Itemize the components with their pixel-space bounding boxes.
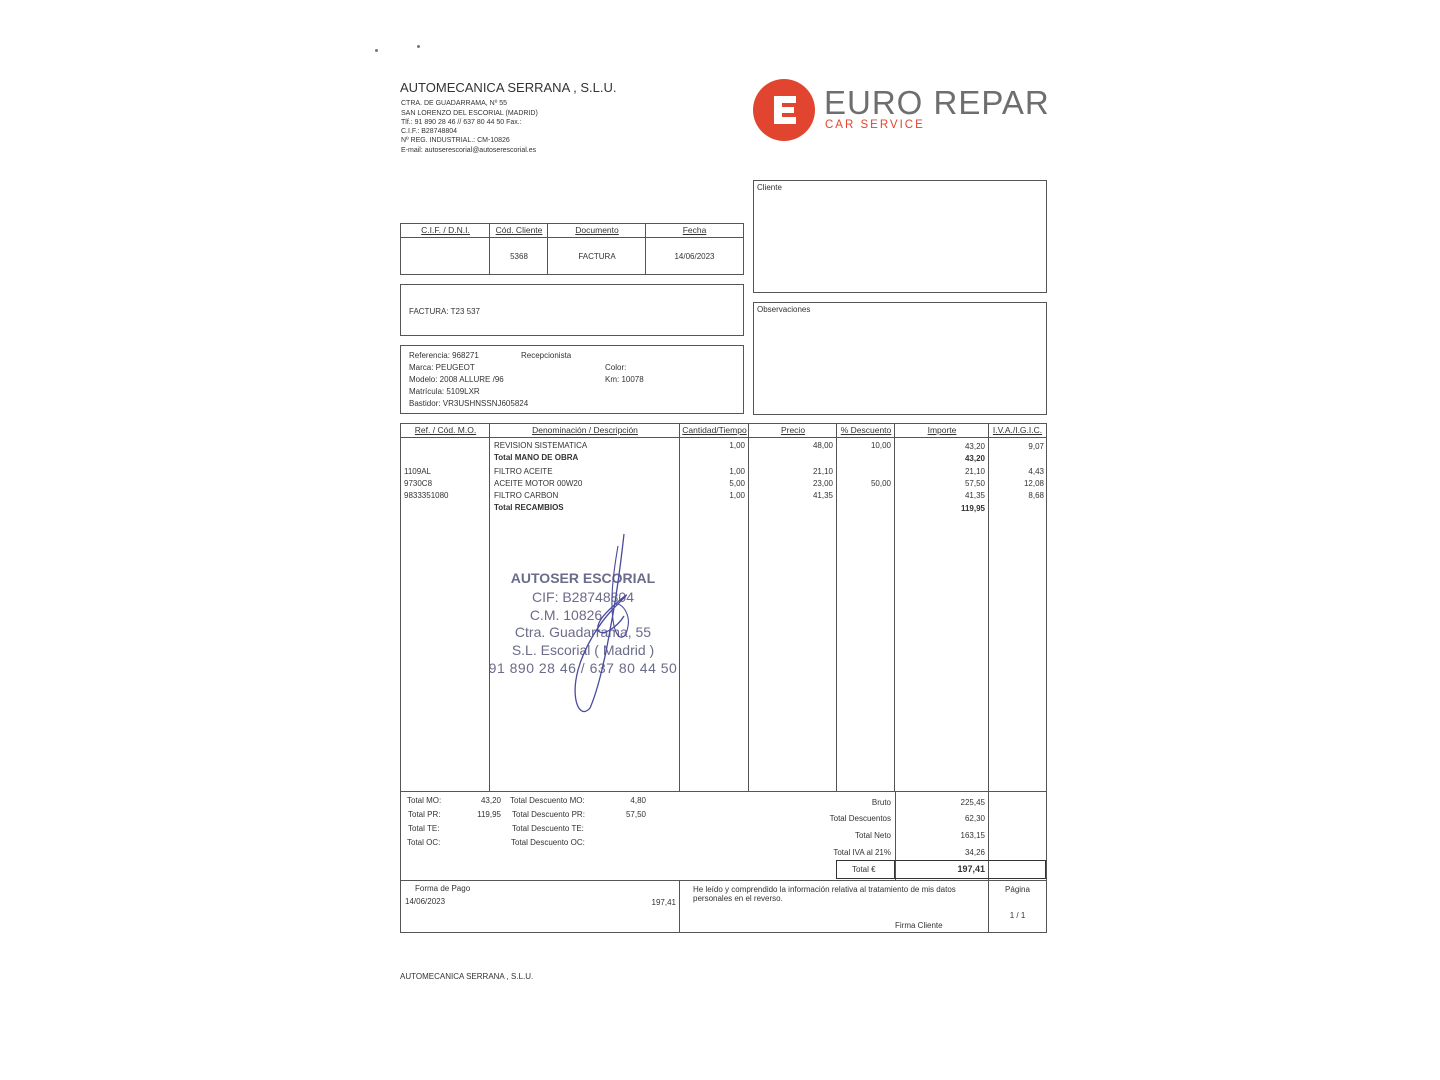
payment-section: [400, 880, 1047, 933]
total-mo-label: Total MO:: [407, 796, 442, 805]
payment-method-label: Forma de Pago: [415, 884, 471, 893]
vat-total-value: 34,26: [964, 848, 985, 857]
client-code-value: 5368: [510, 252, 528, 261]
discount-oc-label: Total Descuento OC:: [511, 838, 585, 847]
vehicle-plate: Matrícula: 5109LXR: [409, 387, 480, 396]
document-header-table: [400, 223, 744, 275]
discount-pr-label: Total Descuento PR:: [512, 810, 585, 819]
total-discounts-label: Total Descuentos: [829, 814, 891, 823]
gross-value: 225,45: [960, 798, 985, 807]
company-address-line: CTRA. DE GUADARRAMA, Nº 55: [401, 100, 508, 107]
stamp-line: AUTOSER ESCORIAL: [510, 570, 656, 586]
invoice-number: FACTURA: T23 537: [409, 307, 480, 316]
row-discount: 10,00: [870, 441, 891, 450]
row-amount: 43,20: [964, 454, 985, 463]
row-quantity: 1,00: [729, 491, 745, 500]
row-description: ACEITE MOTOR 00W20: [494, 479, 583, 488]
row-amount: 21,10: [964, 467, 985, 476]
privacy-notice: He leído y comprendido la información relativa al tratamiento de mis datos personales en el reverso.: [693, 885, 956, 903]
logo-emblem-icon: [752, 78, 816, 142]
client-signature-label: Firma Cliente: [895, 921, 943, 930]
handwritten-signature-icon: [540, 530, 670, 720]
stamp-line: C.M. 10826: [529, 607, 603, 623]
vehicle-color: Color:: [605, 363, 627, 372]
stamp-line: Ctra. Guadarrama, 55: [514, 624, 652, 640]
ref-column-header: Ref. / Cód. M.O.: [414, 425, 477, 435]
net-total-value: 163,15: [960, 831, 985, 840]
row-vat: 9,07: [1028, 442, 1044, 451]
stamp-line: S.L. Escorial ( Madrid ): [511, 642, 655, 658]
stamp-line: 91 890 28 46 / 637 80 44 50: [488, 660, 678, 676]
description-column-header: Denominación / Descripción: [532, 425, 638, 435]
discount-column-header: % Descuento: [840, 425, 892, 435]
date-header: Fecha: [682, 225, 707, 235]
row-vat: 4,43: [1028, 467, 1044, 476]
discount-mo-label: Total Descuento MO:: [510, 796, 585, 805]
vehicle-km: Km: 10078: [605, 375, 644, 384]
vat-column-header: I.V.A./I.G.I.C.: [992, 425, 1043, 435]
row-quantity: 1,00: [729, 441, 745, 450]
total-oc-label: Total OC:: [407, 838, 441, 847]
row-amount: 119,95: [960, 504, 985, 513]
row-ref: 1109AL: [404, 467, 431, 476]
vehicle-brand: Marca: PEUGEOT: [409, 363, 475, 372]
company-address-line: SAN LORENZO DEL ESCORIAL (MADRID): [401, 110, 538, 117]
date-value: 14/06/2023: [674, 252, 715, 261]
discount-te-label: Total Descuento TE:: [512, 824, 584, 833]
row-ref: 9730C8: [404, 479, 433, 488]
vat-total-label: Total IVA al 21%: [833, 848, 891, 857]
client-code-header: Cód. Cliente: [495, 225, 543, 235]
row-vat: 12,08: [1023, 479, 1044, 488]
page-number: 1 / 1: [1009, 911, 1026, 920]
client-label: Cliente: [757, 183, 782, 192]
row-quantity: 5,00: [729, 479, 745, 488]
row-amount: 41,35: [964, 491, 985, 500]
row-vat: 8,68: [1028, 491, 1044, 500]
total-pr-label: Total PR:: [408, 810, 441, 819]
company-registry: Nº REG. INDUSTRIAL.: CM-10826: [401, 137, 510, 144]
grand-total-box: [836, 860, 1046, 879]
row-price: 23,00: [812, 479, 833, 488]
row-ref: 9833351080: [404, 491, 449, 500]
row-description: Total MANO DE OBRA: [494, 453, 579, 462]
row-description: FILTRO ACEITE: [494, 467, 553, 476]
company-phone: Tlf.: 91 890 28 46 // 637 80 44 50 Fax.:: [401, 119, 522, 126]
discount-mo-value: 4,80: [630, 796, 646, 805]
discount-pr-value: 57,50: [625, 810, 646, 819]
logo-sub-text: CAR SERVICE: [825, 119, 925, 131]
grand-total-value: 197,41: [957, 864, 985, 874]
document-header: Documento: [575, 225, 619, 235]
vehicle-vin: Bastidor: VR3USHNSSNJ605824: [409, 399, 529, 408]
stamp-line: CIF: B28748804: [532, 589, 634, 605]
row-amount: 43,20: [964, 442, 985, 451]
observations-box: [753, 302, 1047, 415]
net-total-label: Total Neto: [854, 831, 891, 840]
row-description: FILTRO CARBON: [494, 491, 559, 500]
row-price: 41,35: [812, 491, 833, 500]
quantity-column-header: Cantidad/Tiempo: [682, 425, 747, 435]
company-cif: C.I.F.: B28748804: [401, 128, 458, 135]
total-discounts-value: 62,30: [964, 814, 985, 823]
receptionist-label: Recepcionista: [521, 351, 572, 360]
row-quantity: 1,00: [729, 467, 745, 476]
vehicle-box: [400, 345, 744, 414]
scan-speck: [417, 45, 420, 48]
total-pr-value: 119,95: [477, 810, 501, 819]
client-box: [753, 180, 1047, 293]
total-mo-value: 43,20: [480, 796, 501, 805]
total-te-label: Total TE:: [408, 824, 440, 833]
payment-amount: 197,41: [651, 898, 676, 907]
observations-label: Observaciones: [757, 305, 811, 314]
row-description: Total RECAMBIOS: [494, 503, 564, 512]
vehicle-model: Modelo: 2008 ALLURE /96: [409, 375, 504, 384]
gross-label: Bruto: [871, 798, 891, 807]
scan-speck: [375, 49, 378, 52]
totals-section: [400, 791, 1047, 881]
row-description: REVISION SISTEMATICA: [494, 441, 588, 450]
row-price: 21,10: [812, 467, 833, 476]
document-type-value: FACTURA: [578, 252, 616, 261]
company-email: E-mail: autoserescorial@autoserescorial.es: [401, 147, 537, 154]
row-discount: 50,00: [870, 479, 891, 488]
amount-column-header: Importe: [927, 425, 957, 435]
invoice-number-box: [400, 284, 744, 336]
row-amount: 57,50: [964, 479, 985, 488]
company-name: AUTOMECANICA SERRANA , S.L.U.: [400, 80, 617, 95]
payment-date: 14/06/2023: [405, 897, 446, 906]
page-label: Página: [1005, 885, 1030, 894]
row-price: 48,00: [812, 441, 833, 450]
grand-total-label: Total €: [852, 865, 876, 874]
cif-header: C.I.F. / D.N.I.: [421, 225, 470, 235]
footer-company-name: AUTOMECANICA SERRANA , S.L.U.: [400, 972, 534, 981]
price-column-header: Precio: [780, 425, 806, 435]
logo-brand-text: EURO REPAR: [824, 84, 1050, 121]
euro-repar-logo: [752, 78, 1052, 144]
vehicle-reference: Referencia: 968271: [409, 351, 479, 360]
